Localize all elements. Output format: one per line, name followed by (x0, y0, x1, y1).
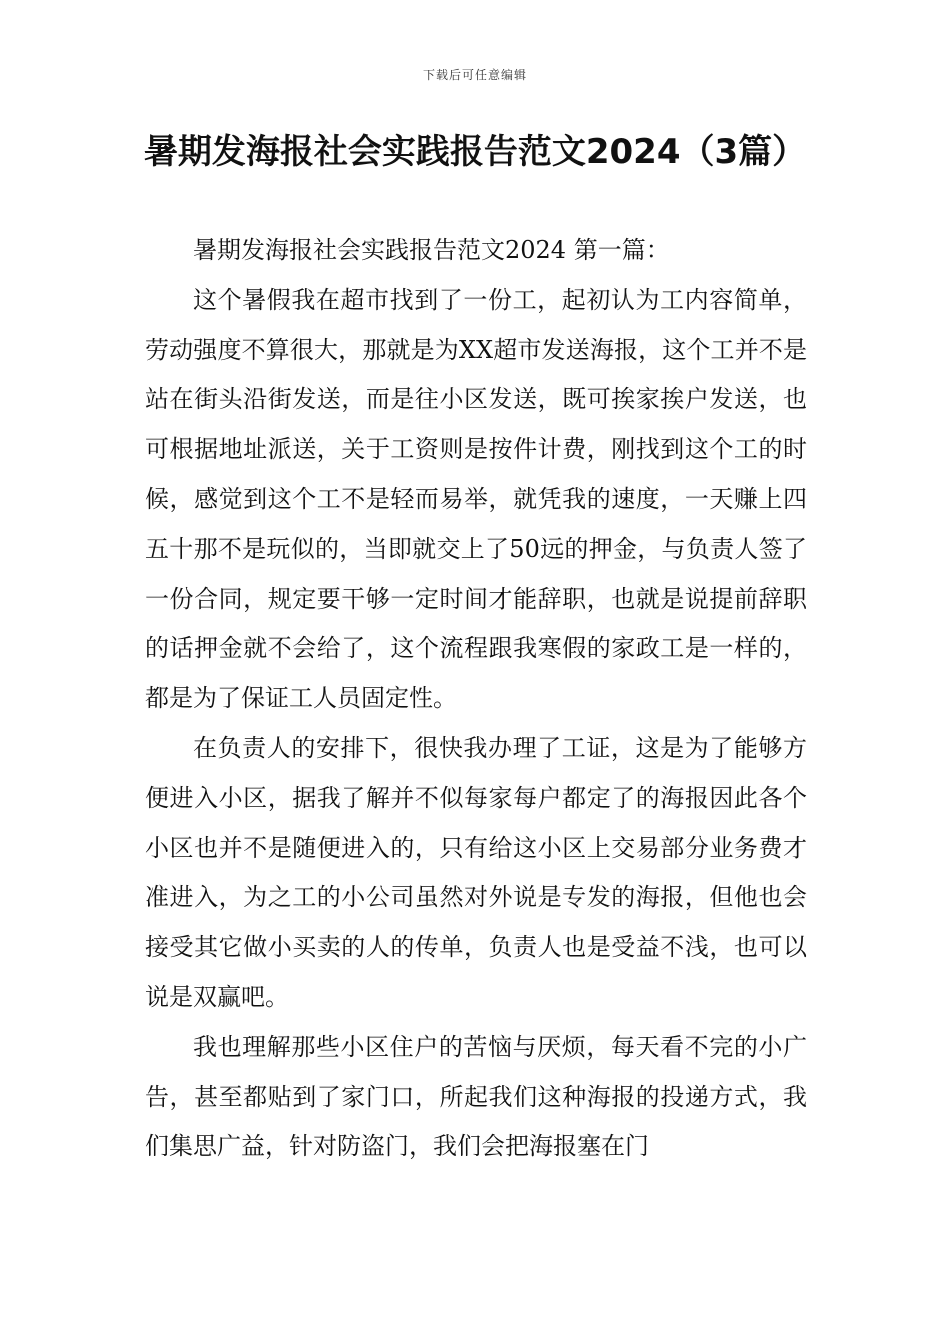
paragraph: 在负责人的安排下，很快我办理了工证，这是为了能够方便进入小区，据我了解并不似每家每户都定了的海报因此各个小区也并不是随便进入的，只有给这小区上交易部分业务费才准进入，为之工的小公司虽然对外说是专发的海报，但他也会接受其它做小买卖的人的传单，负责人也是受益不浅，也可以说是双赢吧。 (145, 733, 807, 1011)
paragraph: 我也理解那些小区住户的苦恼与厌烦，每天看不完的小广告，甚至都贴到了家门口，所起我们这种海报的投递方式，我们集思广益，针对防盗门，我们会把海报塞在门 (145, 1032, 807, 1161)
paragraph: 这个暑假我在超市找到了一份工，起初认为工内容简单，劳动强度不算很大，那就是为XX超市发送海报，这个工并不是站在街头沿街发送，而是往小区发送，既可挨家挨户发送，也可根据地址派送，关于工资则是按件计费，刚找到这个工的时候，感觉到这个工不是轻而易举，就凭我的速度，一天赚上四五十那不是玩似的，当即就交上了50远的押金，与负责人签了一份合同，规定要干够一定时间才能辞职，也就是说提前辞职的话押金就不会给了，这个流程跟我寒假的家政工是一样的，都是为了保证工人员固定性。 (145, 285, 807, 713)
document-body (145, 226, 807, 1172)
document-title: 暑期发海报社会实践报告范文2024（3篇） (143, 132, 807, 172)
header-note: 下载后可任意编辑 (422, 68, 527, 82)
section-subheading: 暑期发海报社会实践报告范文2024 第一篇： (193, 236, 670, 264)
